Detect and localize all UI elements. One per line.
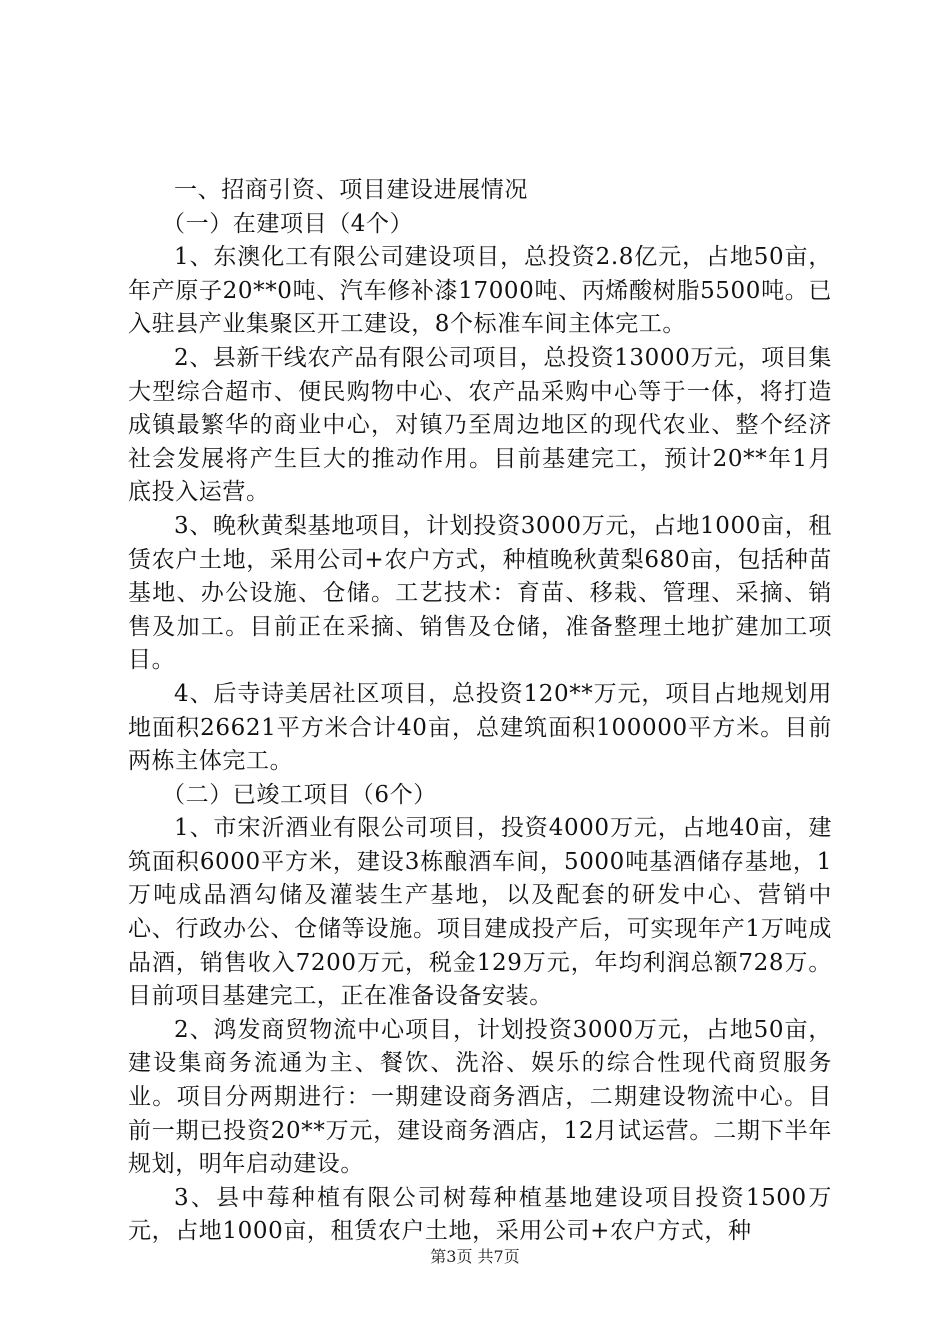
paragraph-completed-1: 1、市宋沂酒业有限公司项目，投资4000万元，占地40亩，建筑面积6000平方米，建设3栋酿酒车间，5000吨基酒储存基地，1万吨成品酒勾储及灌装生产基地，以及配套的研发中心、营销中心、行政办公、仓储等设施。项目建成投产后，可实现年产1万吨成品酒，销售收入7200万元，税金129万元，年均利润总额728万。目前项目基建完工，正在准备设备安装。 xyxy=(128,815,832,1010)
section-heading: 一、招商引资、项目建设进展情况 xyxy=(174,177,528,203)
paragraph-project-4: 4、后寺诗美居社区项目，总投资120**万元，项目占地规划用地面积26621平方米合计40亩，总建筑面积100000平方米。目前两栋主体完工。 xyxy=(128,680,832,775)
paragraph-project-2: 2、县新干线农产品有限公司项目，总投资13000万元，项目集大型综合超市、便民购物中心、农产品采购中心等于一体，将打造成镇最繁华的商业中心，对镇乃至周边地区的现代农业、整个经济社会发展将产生巨大的推动作用。目前基建完工，预计20**年1月底投入运营。 xyxy=(128,344,832,506)
page-footer: 第3页 共7页 xyxy=(430,1247,520,1266)
paragraph-project-3: 3、晚秋黄梨基地项目，计划投资3000万元，占地1000亩，租赁农户土地，采用公司+农户方式，种植晚秋黄梨680亩，包括种苗基地、办公设施、仓储。工艺技术：育苗、移栽、管理、采摘、销售及加工。目前正在采摘、销售及仓储，准备整理土地扩建加工项目。 xyxy=(128,512,832,674)
paragraph-completed-2: 2、鸿发商贸物流中心项目，计划投资3000万元，占地50亩，建设集商务流通为主、餐饮、洗浴、娱乐的综合性现代商贸服务业。项目分两期进行：一期建设商务酒店，二期建设物流中心。目前一期已投资20**万元，建设商务酒店，12月试运营。二期下半年规划，明年启动建设。 xyxy=(128,1016,832,1178)
subsection-title-in-progress: （一）在建项目（4个） xyxy=(162,210,414,237)
subsection-title-completed: （二）已竣工项目（6个） xyxy=(162,781,437,808)
paragraph-completed-3: 3、县中莓种植有限公司树莓种植基地建设项目投资1500万元，占地1000亩，租赁农户土地，采用公司+农户方式，种 xyxy=(128,1184,832,1245)
document-body xyxy=(128,174,832,1249)
paragraph-project-1: 1、东澳化工有限公司建设项目，总投资2.8亿元，占地50亩，年产原子20**0吨、汽车修补漆17000吨、丙烯酸树脂5500吨。已入驻县产业集聚区开工建设，8个标准车间主体完工。 xyxy=(128,244,832,338)
